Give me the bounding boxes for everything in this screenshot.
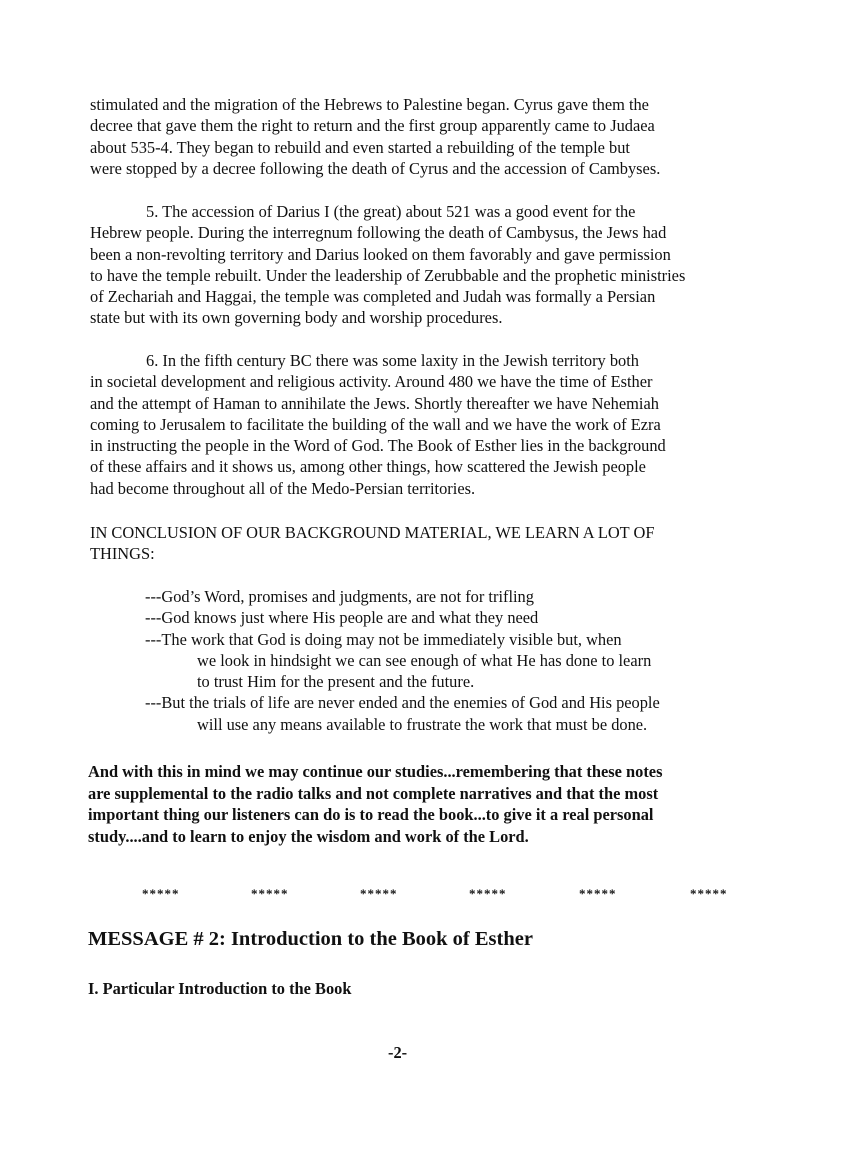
heading-line: THINGS: [90,544,155,564]
separator-stars: ***** [579,886,617,901]
closing-note [88,761,758,847]
section-title: I. Particular Introduction to the Book [88,979,352,998]
separator-stars: ***** [469,886,507,901]
separator-stars: ***** [360,886,398,901]
separator-stars: ***** [251,886,289,901]
text-line: in societal development and religious activity. Around 480 we have the time of Esther [90,372,653,392]
text-line: 6. In the fifth century BC there was some laxity in the Jewish territory both [146,351,639,370]
text-line: in instructing the people in the Word of God. The Book of Esther lies in the background [90,436,666,456]
heading-line: IN CONCLUSION OF OUR BACKGROUND MATERIAL, WE LEARN A LOT OF [90,523,655,542]
lesson-list [145,586,745,735]
text-line: were stopped by a decree following the death of Cyrus and the accession of Cambyses. [90,158,661,178]
text-line: been a non-revolting territory and Darius looked on them favorably and gave permission [90,244,671,264]
page-number: -2- [388,1043,408,1062]
text-line: are supplemental to the radio talks and not complete narratives and that the most [88,783,659,803]
paragraph-darius [90,201,750,329]
text-line: of Zechariah and Haggai, the temple was completed and Judah was formally a Persian [90,287,656,307]
text-line: 5. The accession of Darius I (the great) about 521 was a good event for the [146,202,636,221]
list-item: ---The work that God is doing may not be immediately visible but, when [145,629,622,649]
list-item-continuation: to trust Him for the present and the future. [197,672,475,692]
text-line: stimulated and the migration of the Hebrews to Palestine began. Cyrus gave them the [90,95,649,114]
text-line: and the attempt of Haman to annihilate the Jews. Shortly thereafter we have Nehemiah [90,393,659,413]
separator-stars: ***** [690,886,728,901]
list-item-continuation: will use any means available to frustrate the work that must be done. [197,714,648,734]
list-item: ---God knows just where His people are and what they need [145,608,539,628]
text-line: And with this in mind we may continue our studies...remembering that these notes [88,762,663,781]
list-item-continuation: we look in hindsight we can see enough of what He has done to learn [197,650,652,670]
list-item: ---God’s Word, promises and judgments, are not for trifling [145,587,534,606]
text-line: important thing our listeners can do is to read the book...to give it a real personal [88,805,654,824]
section-separator [0,886,850,906]
paragraph-cyrus-decree [90,94,750,179]
text-line: Hebrew people. During the interregnum following the death of Cambysus, the Jews had [90,223,667,243]
list-item: ---But the trials of life are never ended and the enemies of God and His people [145,693,660,713]
text-line: had become throughout all of the Medo-Persian territories. [90,478,476,498]
text-line: state but with its own governing body and worship procedures. [90,308,503,328]
separator-stars: ***** [142,886,180,901]
text-line: of these affairs and it shows us, among other things, how scattered the Jewish people [90,457,646,477]
conclusion-heading [90,522,750,565]
paragraph-fifth-century [90,350,750,499]
text-line: about 535-4. They began to rebuild and even started a rebuilding of the temple but [90,137,630,157]
text-line: study....and to learn to enjoy the wisdom and work of the Lord. [88,826,529,846]
text-line: coming to Jerusalem to facilitate the building of the wall and we have the work of Ezra [90,414,661,434]
text-line: decree that gave them the right to return and the first group apparently came to Judaea [90,116,655,136]
message-title: MESSAGE # 2: Introduction to the Book of Esther [88,928,533,950]
text-line: to have the temple rebuilt. Under the leadership of Zerubbable and the prophetic ministries [90,265,686,285]
